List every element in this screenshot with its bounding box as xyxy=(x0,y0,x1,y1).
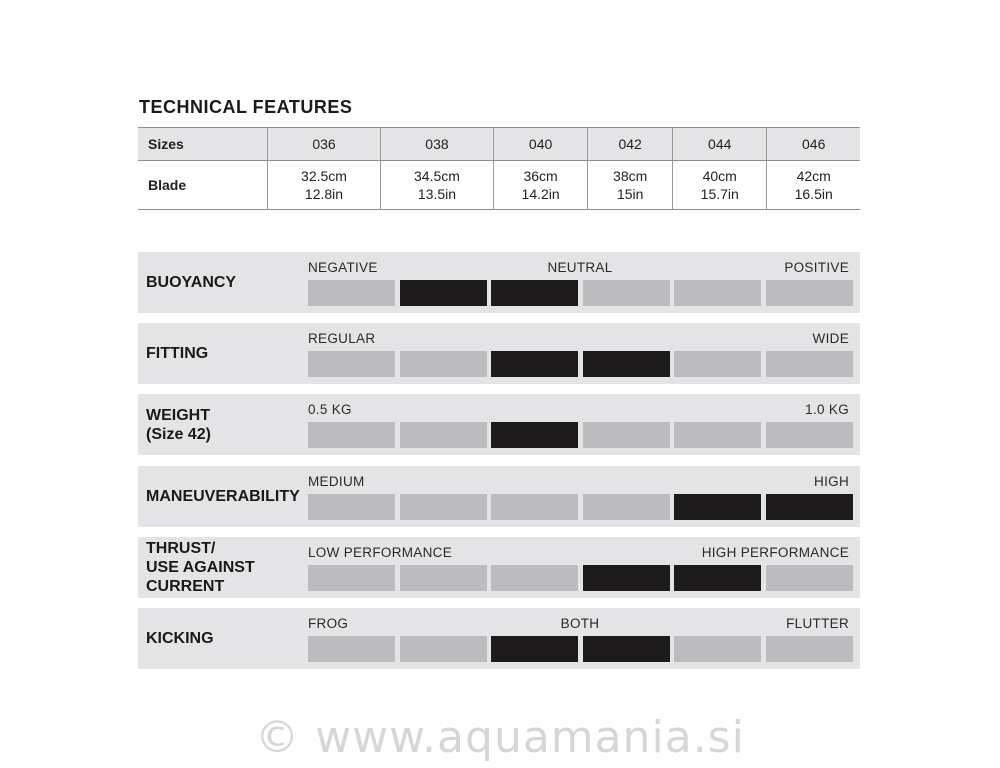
rating-segment-empty xyxy=(400,422,487,448)
rating-segment-empty xyxy=(491,565,578,591)
scale-right-label: WIDE xyxy=(812,331,849,346)
feature-thrust xyxy=(138,537,860,598)
blade-row-label: Blade xyxy=(138,161,268,210)
rating-segment-empty xyxy=(491,494,578,520)
rating-segment-filled xyxy=(674,494,761,520)
blade-in: 12.8in xyxy=(304,186,344,202)
blade-cm: 40cm xyxy=(702,168,737,184)
scale-left-label: 0.5 KG xyxy=(308,402,352,417)
size-cell: 038 xyxy=(380,128,493,161)
rating-segment-empty xyxy=(400,565,487,591)
rating-segment-empty xyxy=(766,422,853,448)
rating-segment-filled xyxy=(583,636,670,662)
rating-segment-empty xyxy=(308,351,395,377)
rating-segment-empty xyxy=(766,565,853,591)
feature-weight xyxy=(138,394,860,455)
watermark: © www.aquamania.si xyxy=(255,712,745,763)
scale-center-label: BOTH xyxy=(560,616,600,631)
rating-segment-empty xyxy=(766,351,853,377)
rating-segment-empty xyxy=(583,280,670,306)
rating-segment-empty xyxy=(400,636,487,662)
feature-label: KICKING xyxy=(146,630,214,647)
feature-kicking xyxy=(138,608,860,669)
scale-left-label: REGULAR xyxy=(308,331,376,346)
rating-bar xyxy=(308,351,852,377)
scale-left-label: NEGATIVE xyxy=(308,260,378,275)
feature-label: MANEUVERABILITY xyxy=(146,488,300,505)
rating-segment-filled xyxy=(491,422,578,448)
blade-in: 15in xyxy=(616,186,644,202)
scale-right-label: 1.0 KG xyxy=(805,402,849,417)
size-cell: 036 xyxy=(268,128,381,161)
blade-cm: 38cm xyxy=(613,168,648,184)
blade-cell xyxy=(767,161,860,210)
rating-segment-filled xyxy=(491,636,578,662)
rating-segment-empty xyxy=(400,351,487,377)
blade-cell xyxy=(673,161,767,210)
feature-label: BUOYANCY xyxy=(146,274,237,291)
feature-label: WEIGHT (Size 42) xyxy=(146,406,211,443)
rating-segment-empty xyxy=(674,351,761,377)
feature-maneuverability xyxy=(138,466,860,527)
sizes-table xyxy=(138,127,860,210)
rating-segment-empty xyxy=(400,494,487,520)
feature-label: THRUST/ USE AGAINST CURRENT xyxy=(146,540,255,595)
feature-label: FITTING xyxy=(146,345,209,362)
sizes-header-label: Sizes xyxy=(138,128,268,161)
blade-cm: 32.5cm xyxy=(301,168,347,184)
scale-left-label: MEDIUM xyxy=(308,474,365,489)
blade-cell xyxy=(268,161,381,210)
rating-bar xyxy=(308,636,852,662)
sizes-header-row xyxy=(138,128,860,161)
blade-cm: 42cm xyxy=(796,168,831,184)
rating-segment-filled xyxy=(400,280,487,306)
rating-bar xyxy=(308,422,852,448)
rating-bar xyxy=(308,565,852,591)
rating-segment-filled xyxy=(583,565,670,591)
blade-in: 16.5in xyxy=(794,186,833,202)
rating-segment-empty xyxy=(674,280,761,306)
rating-bar xyxy=(308,494,852,520)
blade-row xyxy=(138,161,860,210)
feature-fitting xyxy=(138,323,860,384)
rating-segment-filled xyxy=(766,494,853,520)
rating-segment-empty xyxy=(308,422,395,448)
scale-left-label: FROG xyxy=(308,616,349,631)
size-cell: 046 xyxy=(767,128,860,161)
blade-cell xyxy=(493,161,587,210)
rating-segment-empty xyxy=(674,636,761,662)
scale-center-label: NEUTRAL xyxy=(547,260,613,275)
blade-cm: 36cm xyxy=(523,168,558,184)
scale-right-label: FLUTTER xyxy=(786,616,849,631)
size-cell: 040 xyxy=(493,128,587,161)
scale-right-label: HIGH PERFORMANCE xyxy=(701,545,849,560)
rating-segment-empty xyxy=(766,636,853,662)
rating-segment-empty xyxy=(674,422,761,448)
blade-cell xyxy=(380,161,493,210)
feature-buoyancy xyxy=(138,252,860,313)
rating-segment-empty xyxy=(308,636,395,662)
scale-right-label: HIGH xyxy=(814,474,849,489)
scale-right-label: POSITIVE xyxy=(784,260,849,275)
rating-bar xyxy=(308,280,852,306)
size-cell: 044 xyxy=(673,128,767,161)
blade-in: 13.5in xyxy=(417,186,457,202)
rating-segment-filled xyxy=(583,351,670,377)
rating-segment-empty xyxy=(583,494,670,520)
size-cell: 042 xyxy=(588,128,673,161)
blade-in: 14.2in xyxy=(521,186,560,202)
rating-segment-empty xyxy=(308,494,395,520)
rating-segment-filled xyxy=(491,351,578,377)
blade-cell xyxy=(588,161,673,210)
rating-segment-empty xyxy=(308,280,395,306)
section-title: TECHNICAL FEATURES xyxy=(139,97,353,117)
rating-segment-filled xyxy=(491,280,578,306)
rating-segment-empty xyxy=(583,422,670,448)
blade-in: 15.7in xyxy=(700,186,739,202)
rating-segment-filled xyxy=(674,565,761,591)
rating-segment-empty xyxy=(766,280,853,306)
rating-segment-empty xyxy=(308,565,395,591)
blade-cm: 34.5cm xyxy=(414,168,460,184)
scale-left-label: LOW PERFORMANCE xyxy=(308,545,453,560)
